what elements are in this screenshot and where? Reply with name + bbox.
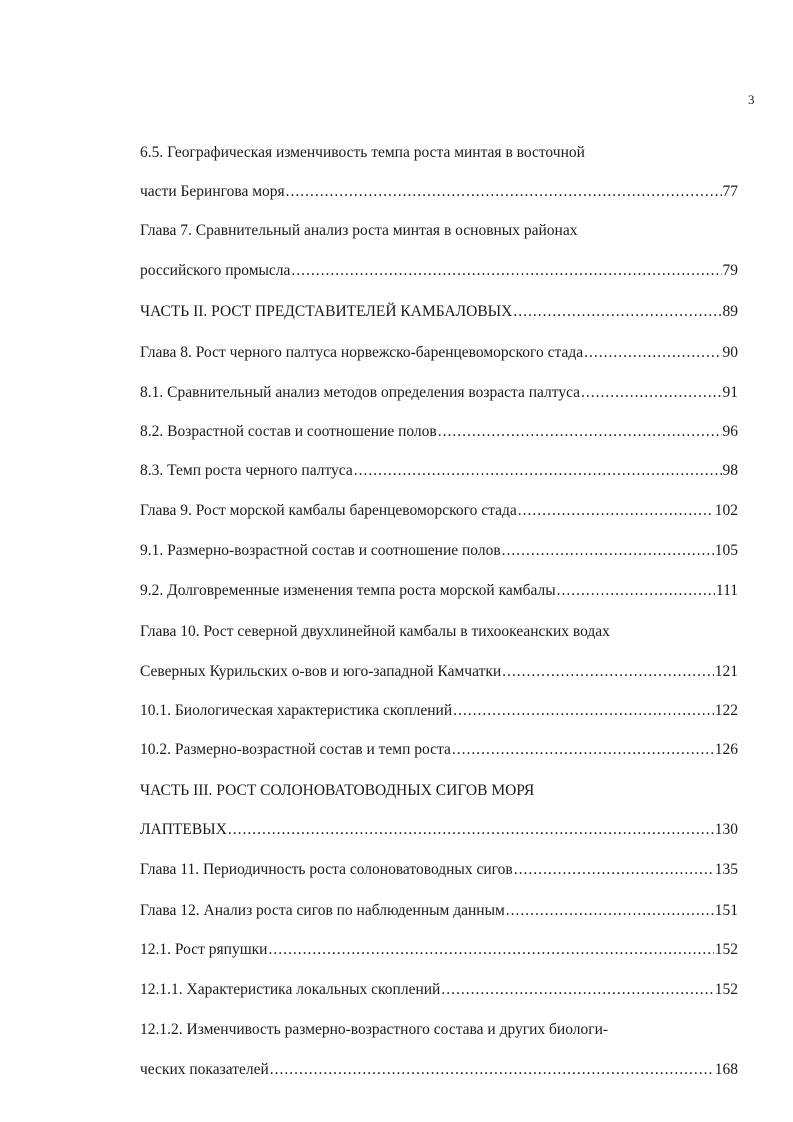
dot-leader <box>441 979 713 1001</box>
toc-entry-page: 90 <box>722 344 738 361</box>
toc-entry-text: 12.1. Рост ряпушки <box>140 941 268 958</box>
toc-line <box>140 700 738 722</box>
dot-leader <box>518 500 714 522</box>
dot-leader <box>557 580 715 602</box>
dot-leader <box>506 900 714 922</box>
toc-entry-text: 9.2. Долговременные изменения темпа роста морской камбалы <box>140 582 556 599</box>
toc-entry-text: Глава 8. Рост черного палтуса норвежско-баренцевоморского стада <box>140 344 584 361</box>
toc-entry-text: Глава 7. Сравнительный анализ роста минтая в основных районах <box>140 222 578 239</box>
toc-line <box>140 421 738 443</box>
dot-leader <box>286 181 722 203</box>
toc-line <box>140 780 738 802</box>
toc-entry-page: 89 <box>722 303 738 320</box>
toc-entry-text: 10.1. Биологическая характеристика скоплений <box>140 702 453 719</box>
toc-entry-page: 168 <box>714 1061 738 1078</box>
dot-leader <box>354 460 722 482</box>
dot-leader <box>270 1059 714 1081</box>
toc-entry-text: 12.1.1. Характеристика локальных скоплений <box>140 981 441 998</box>
dot-leader <box>513 301 721 323</box>
toc-line <box>140 621 738 643</box>
toc-line <box>140 580 738 602</box>
toc-entry-page: 77 <box>722 183 738 200</box>
dot-leader <box>291 260 721 282</box>
dot-leader <box>502 540 714 562</box>
toc-entry-page: 111 <box>715 582 738 599</box>
toc-entry-text: ЧАСТЬ II. РОСТ ПРЕДСТАВИТЕЛЕЙ КАМБАЛОВЫХ <box>140 303 513 320</box>
toc-entry-text: Глава 12. Анализ роста сигов по наблюденным данным <box>140 902 505 919</box>
toc-entry-text: 8.2. Возрастной состав и соотношение полов <box>140 423 437 440</box>
toc-entry-text: 9.1. Размерно-возрастной состав и соотношение полов <box>140 542 501 559</box>
toc-entry-text: 8.3. Темп роста черного палтуса <box>140 462 353 479</box>
toc-line <box>140 500 738 522</box>
dot-leader <box>438 421 722 443</box>
toc-entry-text: 12.1.2. Изменчивость размерно-возрастного состава и других биологи- <box>140 1021 609 1038</box>
dot-leader <box>452 739 714 761</box>
toc-entry-text: Глава 11. Периодичность роста солоноватоводных сигов <box>140 861 513 878</box>
dot-leader <box>453 700 714 722</box>
dot-leader <box>514 859 714 881</box>
toc-entry-page: 152 <box>714 981 738 998</box>
toc-entry-page: 151 <box>714 902 738 919</box>
toc-entry-page: 105 <box>714 542 738 559</box>
toc-entry-page: 130 <box>714 821 738 838</box>
toc-line <box>140 260 738 282</box>
toc-entry-page: 96 <box>722 423 738 440</box>
toc-entry-text: Глава 9. Рост морской камбалы баренцевоморского стада <box>140 502 517 519</box>
toc-line <box>140 342 738 364</box>
toc-entry-text: российского промысла <box>140 262 291 279</box>
toc-entry-page: 102 <box>714 502 738 519</box>
toc-entry-text: 8.1. Сравнительный анализ методов определения возраста палтуса <box>140 384 581 401</box>
toc-line <box>140 900 738 922</box>
toc-line <box>140 142 738 164</box>
toc-line <box>140 739 738 761</box>
toc-line <box>140 382 738 404</box>
dot-leader <box>584 342 721 364</box>
toc-line <box>140 819 738 841</box>
toc-entry-page: 122 <box>714 702 738 719</box>
toc-entry-page: 79 <box>722 262 738 279</box>
toc-entry-text: части Берингова моря <box>140 183 285 200</box>
toc-line <box>140 181 738 203</box>
toc-line <box>140 859 738 881</box>
toc-line <box>140 301 738 323</box>
toc-line <box>140 1059 738 1081</box>
dot-leader <box>268 939 713 961</box>
toc-entry-page: 98 <box>722 462 738 479</box>
toc-entry-text: Северных Курильских о-вов и юго-западной Камчатки <box>140 663 502 680</box>
toc-entry-text: 10.2. Размерно-возрастной состав и темп роста <box>140 741 451 758</box>
toc-line <box>140 220 738 242</box>
dot-leader <box>228 819 714 841</box>
toc-entry-page: 121 <box>714 663 738 680</box>
toc-entry-page: 135 <box>714 861 738 878</box>
toc-line <box>140 661 738 683</box>
toc-line <box>140 1019 738 1041</box>
toc-entry-text: Глава 10. Рост северной двухлинейной камбалы в тихоокеанских водах <box>140 623 610 640</box>
toc-entry-page: 91 <box>722 384 738 401</box>
toc-entry-text: ческих показателей <box>140 1061 269 1078</box>
toc-line <box>140 540 738 562</box>
page-number: 3 <box>748 92 755 107</box>
toc-line <box>140 939 738 961</box>
toc-entry-page: 152 <box>714 941 738 958</box>
toc-entry-text: ЧАСТЬ III. РОСТ СОЛОНОВАТОВОДНЫХ СИГОВ МОРЯ <box>140 782 535 799</box>
toc-entry-page: 126 <box>714 741 738 758</box>
dot-leader <box>502 661 714 683</box>
toc-line <box>140 460 738 482</box>
toc-entry-text: 6.5. Географическая изменчивость темпа роста минтая в восточной <box>140 144 585 161</box>
toc-line <box>140 979 738 1001</box>
dot-leader <box>581 382 721 404</box>
toc-entry-text: ЛАПТЕВЫХ <box>140 821 227 838</box>
